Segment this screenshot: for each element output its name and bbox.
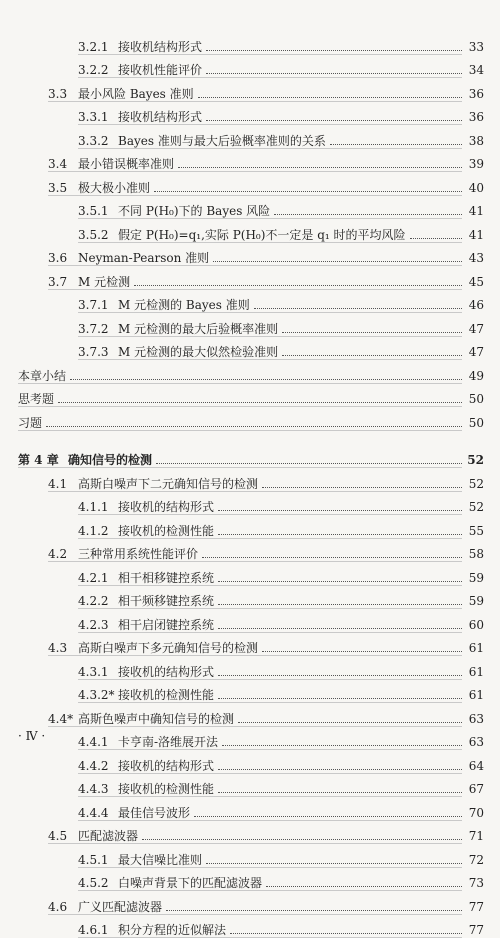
dot-leader xyxy=(198,96,462,98)
toc-entry-page: 50 xyxy=(462,415,484,431)
toc-entry-number: 4.6.1 xyxy=(78,922,109,938)
toc-entry-number: 3.7.2 xyxy=(78,321,109,337)
toc-entry[interactable] xyxy=(0,102,500,126)
dot-leader xyxy=(218,791,462,793)
toc-entry-page: 59 xyxy=(462,570,484,586)
toc-entry[interactable] xyxy=(0,562,500,586)
dot-leader xyxy=(218,533,462,535)
toc-entry[interactable] xyxy=(0,31,500,55)
toc-entry-title: 接收机的检测性能 xyxy=(118,687,214,703)
toc-entry-page: 71 xyxy=(462,828,484,844)
toc-entry-page: 55 xyxy=(462,523,484,539)
toc-entry[interactable] xyxy=(0,868,500,892)
toc-entry-number: 4.6 xyxy=(48,899,67,915)
toc-entry-title: 相干相移键控系统 xyxy=(118,570,214,586)
toc-entry-page: 59 xyxy=(462,593,484,609)
toc-entry-page: 52 xyxy=(462,499,484,515)
toc-entry[interactable] xyxy=(0,78,500,102)
toc-entry-number: 3.3.2 xyxy=(78,133,109,149)
toc-entry-number: 3.7.3 xyxy=(78,344,109,360)
dot-leader xyxy=(282,331,462,333)
dot-leader xyxy=(274,213,462,215)
toc-entry-title: 接收机结构形式 xyxy=(118,39,202,55)
toc-entry[interactable] xyxy=(0,750,500,774)
toc-entry-page: 36 xyxy=(462,86,484,102)
toc-entry-title: 接收机的检测性能 xyxy=(118,523,214,539)
toc-entry[interactable] xyxy=(0,609,500,633)
toc-chapter-entry[interactable] xyxy=(0,445,500,469)
toc-entry-title: 确知信号的检测 xyxy=(68,452,152,468)
toc-entry[interactable] xyxy=(0,290,500,314)
dot-leader xyxy=(218,509,462,511)
toc-entry-title: 接收机的结构形式 xyxy=(118,499,214,515)
dot-leader xyxy=(206,862,462,864)
toc-entry-page: 36 xyxy=(462,109,484,125)
toc-entry-page: 67 xyxy=(462,781,484,797)
toc-entry-title: M 元检测 xyxy=(78,274,130,290)
toc-entry-number: 3.6 xyxy=(48,250,67,266)
dot-leader xyxy=(218,697,462,699)
toc-entry-page: 52 xyxy=(462,476,484,492)
toc-entry-number: 3.3 xyxy=(48,86,67,102)
dot-leader xyxy=(218,768,462,770)
dot-leader xyxy=(142,838,462,840)
dot-leader xyxy=(254,307,462,309)
toc-entry-number: 4.3.2* xyxy=(78,687,115,703)
toc-entry-number: 3.2.1 xyxy=(78,39,109,55)
toc-entry-page: 63 xyxy=(462,734,484,750)
toc-entry-title: 最佳信号波形 xyxy=(118,805,190,821)
dot-leader xyxy=(206,119,462,121)
toc-entry-page: 70 xyxy=(462,805,484,821)
toc-entry-page: 77 xyxy=(462,922,484,938)
toc-entry[interactable] xyxy=(0,515,500,539)
toc-entry[interactable] xyxy=(0,313,500,337)
toc-entry[interactable] xyxy=(0,680,500,704)
toc-entry-page: 47 xyxy=(462,344,484,360)
toc-entry-page: 43 xyxy=(462,250,484,266)
toc-entry-number: 3.2.2 xyxy=(78,62,109,78)
dot-leader xyxy=(156,462,462,464)
toc-entry[interactable] xyxy=(0,55,500,79)
toc-entry-number: 4.3.1 xyxy=(78,664,109,680)
toc-entry-page: 61 xyxy=(462,664,484,680)
toc-entry-title: 高斯白噪声下二元确知信号的检测 xyxy=(78,476,258,492)
toc-entry-page: 46 xyxy=(462,297,484,313)
toc-entry-page: 61 xyxy=(462,640,484,656)
toc-entry-number: 4.2.1 xyxy=(78,570,109,586)
toc-entry-page: 58 xyxy=(462,546,484,562)
toc-entry-page: 40 xyxy=(462,180,484,196)
toc-entry-page: 47 xyxy=(462,321,484,337)
toc-entry-number: 4.5 xyxy=(48,828,67,844)
dot-leader xyxy=(46,425,462,427)
dot-leader xyxy=(202,556,462,558)
toc-entry-title: 相干启闭键控系统 xyxy=(118,617,214,633)
toc-entry[interactable] xyxy=(0,656,500,680)
toc-entry-number: 3.4 xyxy=(48,156,67,172)
toc-entry[interactable] xyxy=(0,125,500,149)
toc-entry-title: Bayes 准则与最大后验概率准则的关系 xyxy=(118,133,326,149)
toc-entry[interactable] xyxy=(0,149,500,173)
toc-entry-title: 最大信噪比准则 xyxy=(118,852,202,868)
toc-entry-title: 思考题 xyxy=(18,391,54,407)
toc-entry-title: M 元检测的最大似然检验准则 xyxy=(118,344,278,360)
toc-entry[interactable] xyxy=(0,196,500,220)
toc-entry[interactable] xyxy=(0,891,500,915)
toc-entry-page: 45 xyxy=(462,274,484,290)
toc-entry-title: 白噪声背景下的匹配滤波器 xyxy=(118,875,262,891)
dot-leader xyxy=(213,260,462,262)
dot-leader xyxy=(330,143,462,145)
table-of-contents xyxy=(0,31,500,938)
dot-leader xyxy=(134,284,462,286)
toc-entry-page: 77 xyxy=(462,899,484,915)
toc-entry-number: 4.5.1 xyxy=(78,852,109,868)
dot-leader xyxy=(218,580,462,582)
toc-entry-title: 高斯色噪声中确知信号的检测 xyxy=(78,711,234,727)
dot-leader xyxy=(218,627,462,629)
toc-entry-title: 相干频移键控系统 xyxy=(118,593,214,609)
toc-entry-number: 第 4 章 xyxy=(18,452,59,468)
toc-entry[interactable] xyxy=(0,727,500,751)
toc-entry[interactable] xyxy=(0,243,500,267)
row-divider xyxy=(18,430,462,431)
toc-entry-title: 本章小结 xyxy=(18,368,66,384)
dot-leader xyxy=(194,815,462,817)
toc-entry-number: 3.3.1 xyxy=(78,109,109,125)
toc-entry-number: 4.2 xyxy=(48,546,67,562)
toc-entry-number: 4.1 xyxy=(48,476,67,492)
dot-leader xyxy=(262,650,462,652)
toc-entry-number: 4.2.3 xyxy=(78,617,109,633)
toc-entry[interactable] xyxy=(0,797,500,821)
dot-leader xyxy=(218,674,462,676)
toc-entry-title: M 元检测的 Bayes 准则 xyxy=(118,297,250,313)
toc-entry[interactable] xyxy=(0,633,500,657)
toc-entry[interactable] xyxy=(0,492,500,516)
toc-entry-page: 33 xyxy=(462,39,484,55)
toc-entry[interactable] xyxy=(0,915,500,938)
toc-entry-page: 60 xyxy=(462,617,484,633)
toc-entry[interactable] xyxy=(0,468,500,492)
dot-leader xyxy=(282,354,462,356)
toc-entry[interactable] xyxy=(0,266,500,290)
toc-entry-number: 4.1.2 xyxy=(78,523,109,539)
toc-entry-page: 61 xyxy=(462,687,484,703)
toc-entry-title: 接收机的结构形式 xyxy=(118,758,214,774)
dot-leader xyxy=(206,72,462,74)
toc-entry-page: 64 xyxy=(462,758,484,774)
toc-entry-number: 4.5.2 xyxy=(78,875,109,891)
toc-entry-title: 最小错误概率准则 xyxy=(78,156,174,172)
toc-entry[interactable] xyxy=(0,844,500,868)
toc-entry[interactable] xyxy=(0,821,500,845)
toc-entry[interactable] xyxy=(0,407,500,431)
dot-leader xyxy=(230,932,462,934)
dot-leader xyxy=(70,378,462,380)
toc-entry-title: M 元检测的最大后验概率准则 xyxy=(118,321,278,337)
toc-entry-page: 63 xyxy=(462,711,484,727)
toc-entry-number: 3.5.2 xyxy=(78,227,109,243)
toc-entry-title: 不同 P(H₀)下的 Bayes 风险 xyxy=(118,203,270,219)
dot-leader xyxy=(154,190,462,192)
toc-entry-page: 41 xyxy=(462,227,484,243)
toc-entry-page: 52 xyxy=(462,452,484,468)
dot-leader xyxy=(206,49,462,51)
toc-entry-number: 3.7 xyxy=(48,274,67,290)
toc-entry-title: 匹配滤波器 xyxy=(78,828,138,844)
toc-entry-page: 50 xyxy=(462,391,484,407)
dot-leader xyxy=(218,603,462,605)
chapter-gap xyxy=(0,431,500,445)
toc-entry[interactable] xyxy=(0,586,500,610)
toc-entry[interactable] xyxy=(0,539,500,563)
toc-entry[interactable] xyxy=(0,774,500,798)
toc-entry-title: 积分方程的近似解法 xyxy=(118,922,226,938)
dot-leader xyxy=(222,744,462,746)
dot-leader xyxy=(178,166,462,168)
toc-entry-title: 接收机的结构形式 xyxy=(118,664,214,680)
toc-entry-number: 4.3 xyxy=(48,640,67,656)
toc-entry[interactable] xyxy=(0,384,500,408)
toc-entry-page: 41 xyxy=(462,203,484,219)
dot-leader xyxy=(266,885,462,887)
toc-entry-number: 4.4.4 xyxy=(78,805,109,821)
toc-entry-title: 卡亨南-洛维展开法 xyxy=(118,734,218,750)
toc-entry[interactable] xyxy=(0,172,500,196)
dot-leader xyxy=(410,237,462,239)
toc-entry-number: 4.4.1 xyxy=(78,734,109,750)
page-number-footer: · Ⅳ · xyxy=(18,729,45,743)
toc-entry-number: 4.1.1 xyxy=(78,499,109,515)
toc-entry-page: 49 xyxy=(462,368,484,384)
toc-entry-title: 假定 P(H₀)=q₁,实际 P(H₀)不一定是 q₁ 时的平均风险 xyxy=(118,227,406,243)
toc-entry-title: 极大极小准则 xyxy=(78,180,150,196)
toc-entry-page: 73 xyxy=(462,875,484,891)
toc-entry-title: 习题 xyxy=(18,415,42,431)
toc-entry-title: 接收机性能评价 xyxy=(118,62,202,78)
toc-entry[interactable] xyxy=(0,703,500,727)
dot-leader xyxy=(238,721,462,723)
toc-entry-number: 3.7.1 xyxy=(78,297,109,313)
toc-entry-number: 3.5.1 xyxy=(78,203,109,219)
toc-entry-number: 3.5 xyxy=(48,180,67,196)
dot-leader xyxy=(262,486,462,488)
toc-entry-page: 38 xyxy=(462,133,484,149)
toc-entry-title: Neyman-Pearson 准则 xyxy=(78,250,209,266)
toc-entry-page: 72 xyxy=(462,852,484,868)
toc-entry-title: 广义匹配滤波器 xyxy=(78,899,162,915)
toc-entry-page: 34 xyxy=(462,62,484,78)
toc-entry-title: 最小风险 Bayes 准则 xyxy=(78,86,194,102)
toc-entry-number: 4.4.3 xyxy=(78,781,109,797)
dot-leader xyxy=(58,401,462,403)
toc-entry-number: 4.4.2 xyxy=(78,758,109,774)
toc-entry[interactable] xyxy=(0,219,500,243)
toc-entry[interactable] xyxy=(0,337,500,361)
toc-entry-title: 接收机的检测性能 xyxy=(118,781,214,797)
toc-entry[interactable] xyxy=(0,360,500,384)
toc-entry-number: 4.4* xyxy=(48,711,73,727)
toc-entry-number: 4.2.2 xyxy=(78,593,109,609)
dot-leader xyxy=(166,909,462,911)
toc-entry-page: 39 xyxy=(462,156,484,172)
toc-entry-title: 接收机结构形式 xyxy=(118,109,202,125)
toc-entry-title: 高斯白噪声下多元确知信号的检测 xyxy=(78,640,258,656)
toc-entry-title: 三种常用系统性能评价 xyxy=(78,546,198,562)
